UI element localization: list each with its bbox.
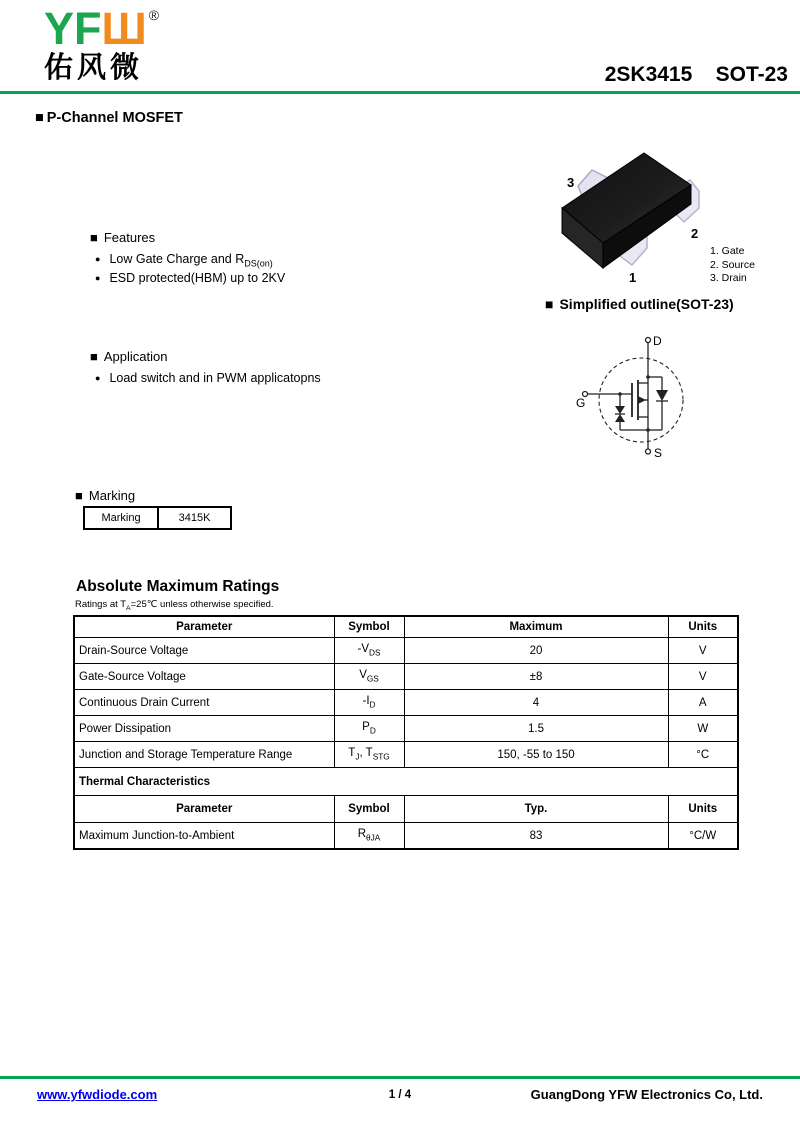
marking-table-label-cell: Marking bbox=[85, 508, 159, 528]
units-cell: °C/W bbox=[668, 823, 738, 850]
drain-terminal-label: D bbox=[653, 334, 662, 348]
param-cell: Gate-Source Voltage bbox=[74, 664, 334, 690]
param-cell: Drain-Source Voltage bbox=[74, 638, 334, 664]
col-maximum: Maximum bbox=[404, 616, 668, 638]
application-heading bbox=[90, 349, 167, 364]
dot-bullet-icon bbox=[95, 252, 109, 266]
param-cell: Power Dissipation bbox=[74, 716, 334, 742]
part-number-title: 2SK3415 SOT-23 bbox=[604, 63, 788, 86]
thermal-heading-cell: Thermal Characteristics bbox=[74, 768, 738, 796]
square-bullet-icon bbox=[90, 230, 104, 245]
company-name: GuangDong YFW Electronics Co, Ltd. bbox=[530, 1087, 763, 1102]
square-bullet-icon bbox=[90, 349, 104, 364]
logo-wordmark bbox=[44, 3, 160, 54]
col-typ: Typ. bbox=[404, 796, 668, 823]
mosfet-schematic bbox=[575, 330, 720, 465]
symbol-cell: $V_{GS}$ bbox=[334, 664, 404, 690]
typ-cell: 83 bbox=[404, 823, 668, 850]
marking-label: Marking bbox=[88, 488, 136, 503]
maximum-cell: ±8 bbox=[404, 664, 668, 690]
simplified-outline-label: Simplified outline(SOT-23) bbox=[559, 296, 734, 312]
square-bullet-icon bbox=[35, 110, 47, 126]
logo-w-mark-icon: Ш bbox=[101, 3, 147, 54]
ratings-note: Ratings at $T_A=25℃$ unless otherwise specified. bbox=[75, 599, 274, 612]
table-row bbox=[74, 690, 738, 716]
units-cell: °C bbox=[668, 742, 738, 768]
gate-terminal-label: G bbox=[576, 396, 586, 410]
application-item bbox=[95, 371, 321, 385]
website-link[interactable]: www.yfwdiode.com bbox=[37, 1087, 158, 1102]
units-cell: W bbox=[668, 716, 738, 742]
device-type-heading bbox=[35, 110, 183, 126]
table-row bbox=[74, 823, 738, 850]
col-parameter: Parameter bbox=[74, 616, 334, 638]
maximum-cell: 1.5 bbox=[404, 716, 668, 742]
dot-bullet-icon bbox=[95, 271, 109, 285]
units-cell: V bbox=[668, 664, 738, 690]
col-units: Units bbox=[668, 616, 738, 638]
param-cell: Continuous Drain Current bbox=[74, 690, 334, 716]
ratings-header-row bbox=[74, 616, 738, 638]
symbol-cell: $-V_{DS}$ bbox=[334, 638, 404, 664]
col-symbol: Symbol bbox=[334, 796, 404, 823]
application-label: Application bbox=[103, 349, 168, 364]
symbol-cell: $T_J$, $T_{STG}$ bbox=[334, 742, 404, 768]
device-type-label: P-Channel MOSFET bbox=[46, 110, 183, 126]
col-symbol: Symbol bbox=[334, 616, 404, 638]
logo-yf-text: YF bbox=[44, 3, 102, 54]
square-bullet-icon bbox=[75, 488, 89, 503]
pin-function-list bbox=[710, 245, 755, 286]
symbol-cell: $-I_D$ bbox=[334, 690, 404, 716]
marking-table bbox=[83, 506, 232, 530]
maximum-cell: 20 bbox=[404, 638, 668, 664]
page-number: 1 / 4 bbox=[388, 1089, 412, 1101]
pin-function-source: 2. Source bbox=[710, 258, 755, 271]
feature-item-text: Low Gate Charge and $R_{DS(on)}$ bbox=[109, 252, 273, 269]
header-divider bbox=[0, 91, 800, 94]
features-heading bbox=[90, 230, 155, 245]
pin1-number-label: 1 bbox=[629, 270, 637, 285]
features-label: Features bbox=[103, 230, 156, 245]
units-cell: A bbox=[668, 690, 738, 716]
symbol-cell: $P_D$ bbox=[334, 716, 404, 742]
table-row bbox=[74, 742, 738, 768]
feature-item bbox=[95, 252, 273, 269]
feature-item bbox=[95, 271, 285, 285]
col-units: Units bbox=[668, 796, 738, 823]
source-terminal-label: S bbox=[654, 446, 663, 460]
pin-function-drain: 3. Drain bbox=[710, 272, 747, 284]
table-row bbox=[74, 716, 738, 742]
ratings-table bbox=[73, 615, 739, 850]
footer-divider bbox=[0, 1076, 800, 1079]
table-row bbox=[74, 664, 738, 690]
symbol-cell: $R_{\theta JA}$ bbox=[334, 823, 404, 850]
feature-item-text: ESD protected(HBM) up to 2KV bbox=[109, 271, 286, 285]
square-bullet-icon bbox=[545, 296, 559, 312]
ratings-heading: Absolute Maximum Ratings bbox=[76, 578, 280, 595]
registered-trademark-icon: ® bbox=[148, 7, 160, 23]
pin2-number-label: 2 bbox=[691, 226, 699, 241]
schematic-symbols bbox=[615, 375, 668, 432]
ratings-table-container bbox=[73, 615, 739, 850]
pin3-number-label: 3 bbox=[567, 175, 575, 190]
dot-bullet-icon bbox=[95, 371, 109, 385]
marking-heading bbox=[75, 488, 135, 503]
company-logo bbox=[44, 3, 160, 84]
param-cell: Maximum Junction-to-Ambient bbox=[74, 823, 334, 850]
logo-chinese-name: 佑风微 bbox=[44, 52, 144, 84]
param-cell: Junction and Storage Temperature Range bbox=[74, 742, 334, 768]
thermal-section-row bbox=[74, 768, 738, 796]
maximum-cell: 150, -55 to 150 bbox=[404, 742, 668, 768]
table-row bbox=[74, 638, 738, 664]
pin-function-gate: 1. Gate bbox=[710, 245, 745, 257]
maximum-cell: 4 bbox=[404, 690, 668, 716]
marking-table-value-cell: 3415K bbox=[178, 512, 211, 524]
schematic-lines bbox=[583, 338, 684, 455]
package-body bbox=[562, 153, 691, 268]
simplified-outline-heading bbox=[545, 296, 734, 312]
thermal-header-row bbox=[74, 796, 738, 823]
application-item-text: Load switch and in PWM applicatopns bbox=[109, 371, 321, 385]
units-cell: V bbox=[668, 638, 738, 664]
col-parameter: Parameter bbox=[74, 796, 334, 823]
